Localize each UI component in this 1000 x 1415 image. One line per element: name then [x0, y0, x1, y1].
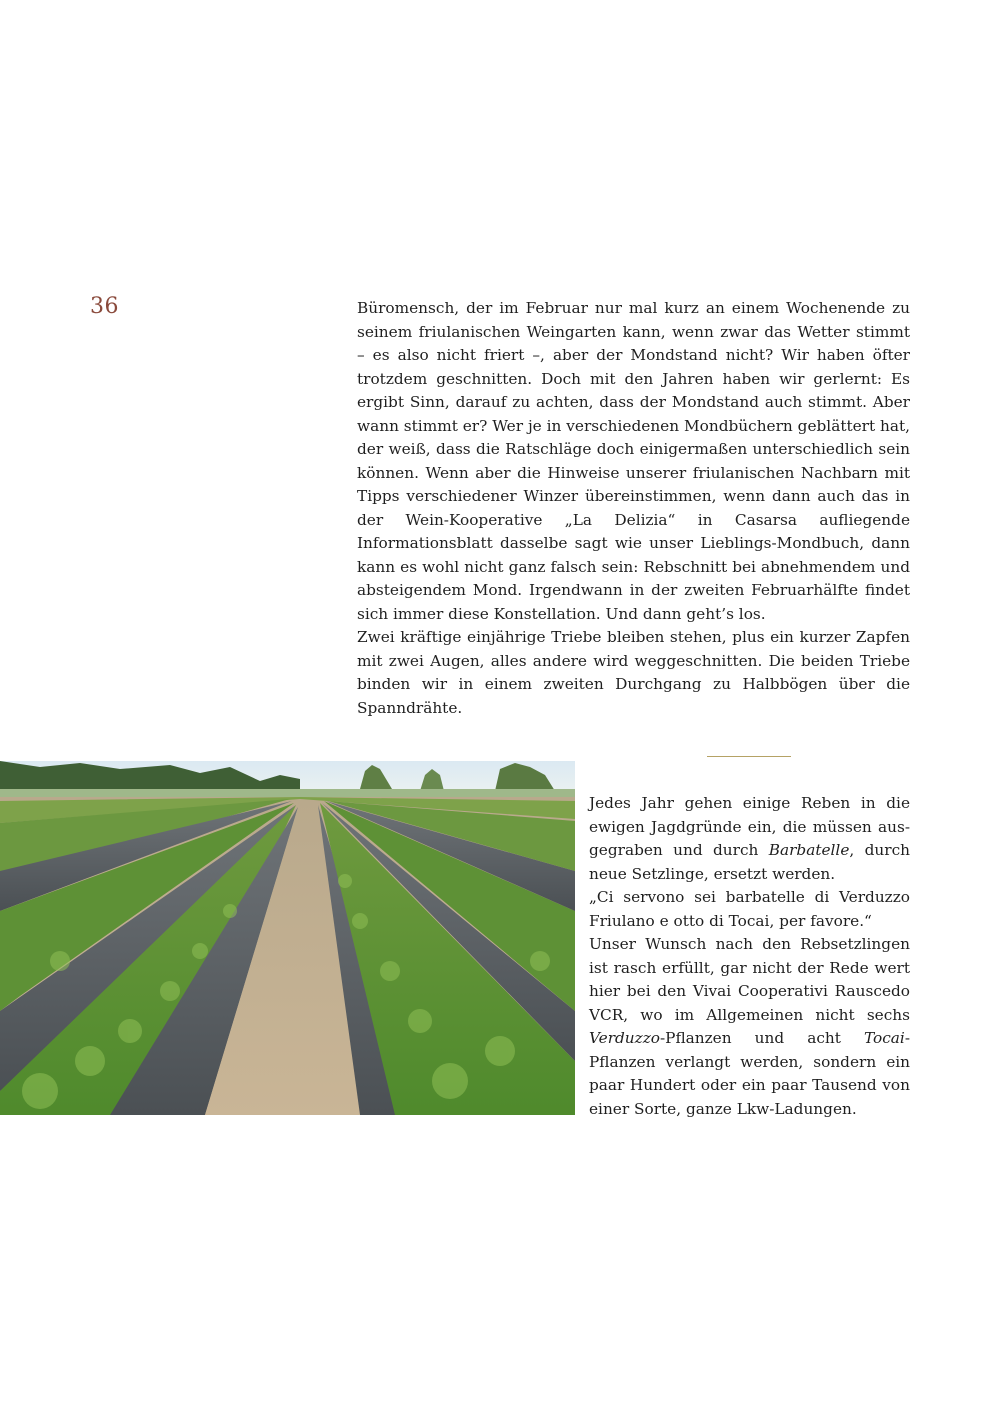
side-paragraph-3-text-c: -Pflanzen verlangt werden, sondern ein paar Hundert oder ein paar Tausend von einer Sorte, ganze Lkw-Ladungen.	[589, 1029, 910, 1118]
main-paragraph-2: Zwei kräftige einjährige Triebe bleiben stehen, plus ein kurzer Zapfen mit zwei Augen, alles andere wird weggeschnitten. Die beiden Triebe binden wir in einem zweiten Durchgang zu Halbbögen über die Spanndrähte.	[357, 628, 910, 717]
main-text-column	[357, 297, 910, 720]
vineyard-photo	[0, 761, 575, 1115]
side-text-column	[589, 792, 910, 1121]
section-divider	[707, 756, 791, 757]
side-paragraph-3-italic-tocai: Tocai	[864, 1029, 905, 1047]
side-paragraph-1	[589, 792, 910, 886]
main-paragraph-1: Büromensch, der im Februar nur mal kurz an einem Wochenende zu seinem friulanischen Weingarten kann, wenn zwar das Wetter stimmt – es also nicht friert –, aber der Mondstand nicht? Wir haben öfter trotzdem geschnitten. Doch mit den Jahren haben wir gerlernt: Es ergibt Sinn, darauf zu achten, dass der Mondstand auch stimmt. Aber wann stimmt er? Wer je in verschiedenen Mondbüchern geblättert hat, der weiß, dass die Ratschläge doch einigermaßen unterschiedlich sein können. Wenn aber die Hinweise unserer friulanischen Nachbarn mit Tipps verschiedener Winzer übereinstimmen, wenn dann auch das in der Wein-Kooperative „La Delizia“ in Casarsa aufliegende Informationsblatt dasselbe sagt wie unser Lieblings-Mondbuch, dann kann es wohl nicht ganz falsch sein: Rebschnitt bei abnehmendem und absteigendem Mond. Irgendwann in der zweiten Februarhälfte findet sich immer diese Konstellation. Und dann geht’s los.	[357, 299, 910, 623]
side-paragraph-1-italic: Barbatelle	[768, 841, 850, 859]
side-paragraph-3-text-a: Unser Wunsch nach den Rebsetzlingen ist rasch erfüllt, gar nicht der Rede wert hier bei den Vivai Cooperativi Rauscedo VCR, wo im Allgemeinen nicht sechs	[589, 935, 910, 1024]
side-paragraph-2: „Ci servono sei barbatelle di Verduzzo Friulano e otto di Tocai, per favore.“	[589, 888, 910, 930]
side-paragraph-1-text-a: Jedes Jahr gehen einige Reben in die ewigen Jagdgründe ein, die müssen ausgegraben und durch	[589, 794, 910, 859]
side-paragraph-3-text-b: -Pflanzen und acht	[659, 1029, 865, 1047]
page-number: 36	[90, 294, 119, 319]
side-paragraph-3	[589, 933, 910, 1121]
side-paragraph-3-italic-verduzzo: Verduzzo	[589, 1029, 660, 1047]
side-paragraph-1-text-b: , durch neue Setzlinge, ersetzt werden.	[589, 841, 910, 883]
